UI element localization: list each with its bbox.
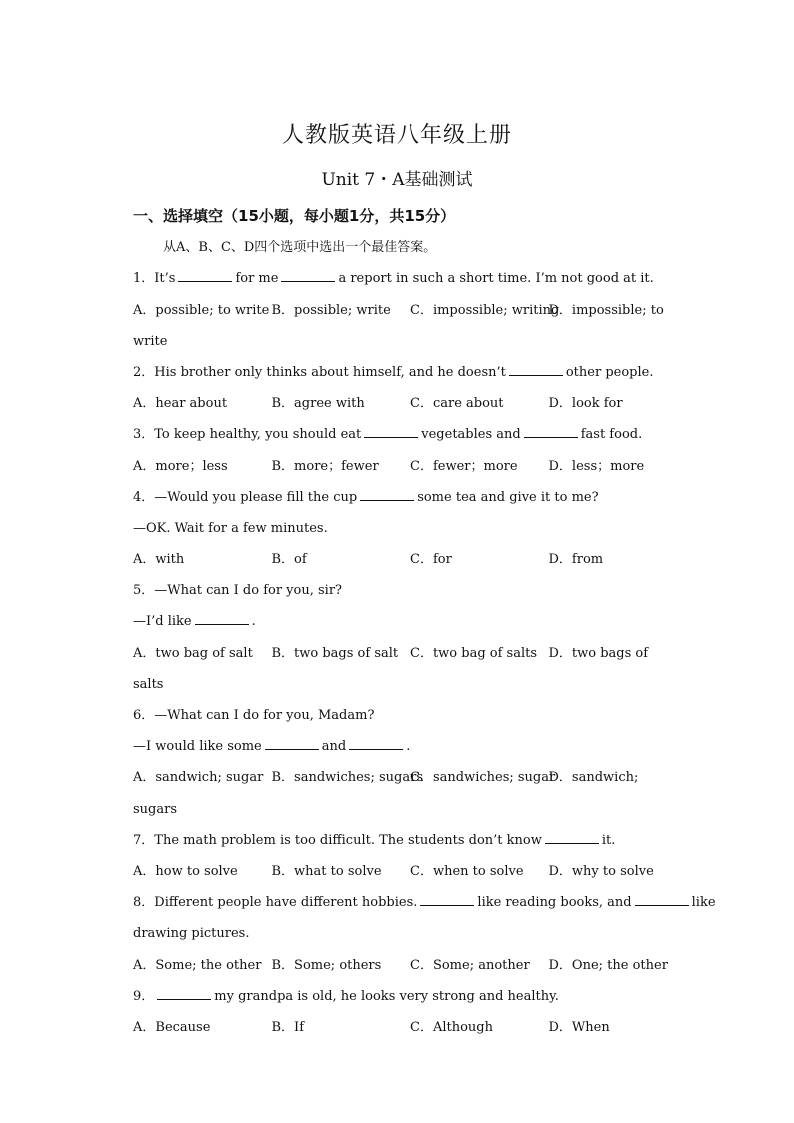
answer-option[interactable]: B．If — [271, 1019, 305, 1035]
answer-option[interactable]: A．sandwich; sugar — [133, 770, 264, 786]
answer-option[interactable]: C．care about — [410, 396, 504, 412]
stem-text: like — [691, 895, 716, 911]
answer-option[interactable]: A．Some; the other — [133, 957, 262, 973]
answer-blank[interactable] — [265, 737, 319, 750]
answer-option[interactable]: B．two bags of salt — [271, 645, 399, 661]
question-stem-line — [133, 357, 663, 388]
page-title: 人教版英语八年级上册 — [281, 123, 512, 148]
answer-option[interactable]: A．hear about — [133, 396, 228, 412]
stem-text: it. — [601, 832, 616, 848]
question-stem-line — [133, 700, 663, 731]
stem-text: 1．It’s — [133, 271, 176, 287]
stem-text: . — [251, 614, 256, 630]
option-continuation: sugars — [133, 801, 178, 817]
stem-text: 7．The math problem is too difficult. The students don’t know — [133, 832, 542, 848]
options-row — [133, 544, 663, 575]
options-row — [133, 1012, 663, 1043]
question-stem-line — [133, 482, 663, 513]
section-heading: 一、选择填空（15小题，每小题1分，共15分） — [133, 207, 456, 225]
answer-option[interactable]: D．less；more — [548, 458, 645, 474]
answer-blank[interactable] — [420, 893, 474, 906]
options-row — [133, 762, 663, 793]
answer-option[interactable]: C．Some; another — [410, 957, 530, 973]
answer-blank[interactable] — [178, 269, 232, 282]
stem-text: fast food. — [580, 427, 643, 443]
question-content — [133, 201, 716, 1043]
answer-blank[interactable] — [364, 425, 418, 438]
stem-text: drawing pictures. — [133, 926, 250, 942]
answer-option[interactable]: B．agree with — [271, 396, 365, 412]
stem-text: 6．—What can I do for you, Madam? — [133, 708, 375, 723]
question-stem-line — [133, 263, 663, 294]
options-row — [133, 638, 663, 669]
question-stem-line — [133, 918, 663, 949]
stem-text: for me — [235, 271, 279, 287]
answer-blank[interactable] — [545, 831, 599, 844]
answer-blank[interactable] — [509, 363, 563, 376]
question-stem-line — [133, 887, 716, 918]
options-row — [133, 388, 663, 419]
page-subtitle: Unit 7・A基础测试 — [321, 170, 473, 190]
stem-text: and — [321, 739, 347, 755]
answer-blank[interactable] — [349, 737, 403, 750]
stem-text: —OK. Wait for a few minutes. — [133, 520, 328, 536]
answer-option[interactable]: C．Although — [410, 1019, 493, 1035]
answer-option[interactable]: D．look for — [548, 396, 623, 412]
answer-blank[interactable] — [195, 612, 249, 625]
stem-text: 5．—What can I do for you, sir? — [133, 583, 343, 599]
answer-option[interactable]: D．sandwich; — [548, 770, 639, 786]
answer-option[interactable]: B．Some; others — [271, 957, 382, 973]
stem-text: 2．His brother only thinks about himself, and he doesn’t — [133, 364, 506, 380]
section-instruction: 从A、B、C、D四个选项中选出一个最佳答案。 — [163, 240, 437, 256]
option-continuation: write — [133, 333, 168, 349]
stem-text: like reading books, and — [477, 895, 632, 911]
answer-option[interactable]: D．When — [548, 1019, 610, 1035]
answer-option[interactable]: B．of — [271, 552, 307, 568]
answer-option[interactable]: B．what to solve — [271, 863, 382, 879]
answer-option[interactable]: C．sandwiches; sugar — [410, 770, 556, 786]
answer-option[interactable]: B．possible; write — [271, 302, 391, 318]
answer-option[interactable]: A．how to solve — [133, 863, 238, 879]
stem-text: vegetables and — [421, 427, 521, 443]
answer-option[interactable]: C．two bag of salts — [410, 645, 538, 661]
question-stem-line — [133, 419, 663, 450]
stem-text: —I’d like — [133, 614, 192, 630]
answer-blank[interactable] — [281, 269, 335, 282]
answer-option[interactable]: C．when to solve — [410, 863, 524, 879]
stem-text: 9． — [133, 988, 155, 1004]
question-stem-line — [133, 513, 663, 544]
question-stem-line — [133, 825, 663, 856]
stem-text: a report in such a short time. I’m not good at it. — [338, 271, 654, 287]
stem-text: 4．—Would you please fill the cup — [133, 489, 358, 505]
answer-option[interactable]: A．Because — [133, 1019, 211, 1035]
answer-option[interactable]: A．with — [133, 552, 185, 568]
question-stem-line — [133, 606, 663, 637]
question-stem-line — [133, 731, 663, 762]
answer-option[interactable]: C．fewer；more — [410, 458, 518, 474]
options-row — [133, 451, 663, 482]
answer-option[interactable]: C．impossible; writing — [410, 302, 560, 318]
stem-text: some tea and give it to me? — [417, 489, 599, 505]
option-continuation: salts — [133, 676, 164, 692]
answer-blank[interactable] — [524, 425, 578, 438]
question-stem-line — [133, 575, 663, 606]
options-row — [133, 950, 668, 981]
answer-option[interactable]: D．two bags of — [548, 645, 649, 661]
answer-option[interactable]: A．possible; to write — [133, 302, 270, 318]
answer-option[interactable]: D．why to solve — [548, 863, 654, 879]
stem-text: my grandpa is old, he looks very strong and healthy. — [214, 988, 559, 1004]
answer-option[interactable]: A．more；less — [133, 458, 228, 474]
options-row — [133, 856, 663, 887]
stem-text: —I would like some — [133, 739, 262, 755]
answer-option[interactable]: D．One; the other — [548, 957, 668, 973]
answer-option[interactable]: C．for — [410, 552, 452, 568]
stem-text: . — [406, 739, 411, 755]
answer-option[interactable]: D．impossible; to — [548, 302, 664, 318]
answer-blank[interactable] — [360, 488, 414, 501]
stem-text: 8．Different people have different hobbies. — [133, 895, 418, 911]
answer-option[interactable]: A．two bag of salt — [133, 645, 253, 661]
answer-option[interactable]: D．from — [548, 552, 604, 568]
stem-text: other people. — [565, 364, 654, 380]
answer-option[interactable]: B．sandwiches; sugars — [271, 770, 423, 786]
answer-blank[interactable] — [157, 987, 211, 1000]
stem-text: 3．To keep healthy, you should eat — [133, 427, 362, 443]
answer-blank[interactable] — [635, 893, 689, 906]
options-row — [133, 295, 663, 326]
answer-option[interactable]: B．more；fewer — [271, 458, 379, 474]
question-stem-line — [133, 981, 663, 1012]
